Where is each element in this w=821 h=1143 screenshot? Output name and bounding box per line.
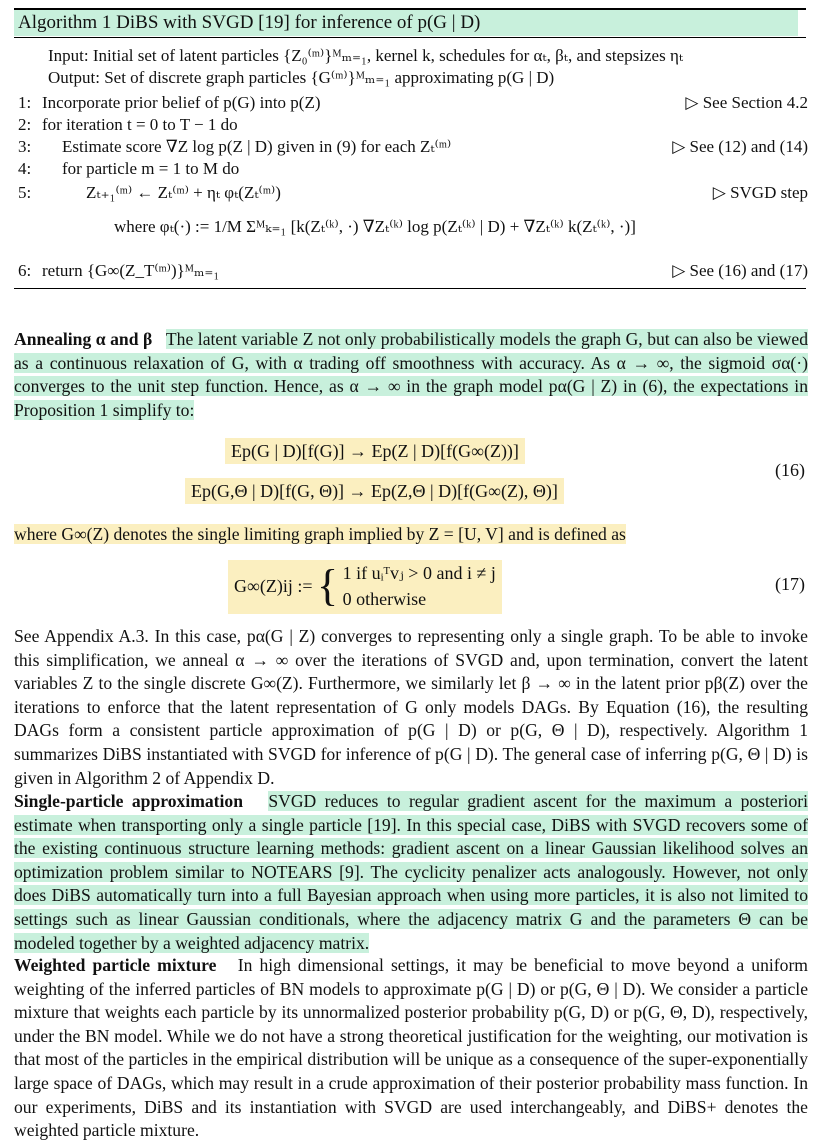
algo-line-number: 3: bbox=[18, 137, 32, 156]
algorithm-title: Algorithm 1 DiBS with SVGD [19] for inference of p(G | D) bbox=[14, 10, 798, 36]
algo-line-number: 2: bbox=[18, 115, 32, 134]
equation-16-line-1: Ep(G | D)[f(G)] → Ep(Z | D)[f(G∞(Z))] bbox=[225, 438, 525, 464]
equation-17-brace: { bbox=[316, 561, 339, 610]
g-infinity-intro: where G∞(Z) denotes the single limiting graph implied by Z = [U, V] and is defined as bbox=[14, 524, 626, 544]
algo-bottom-rule bbox=[14, 288, 806, 289]
algo-line-4 bbox=[18, 158, 808, 180]
algo-line-comment: ▷ SVGD step bbox=[712, 183, 808, 202]
equation-17-number: (17) bbox=[775, 574, 805, 594]
algo-line-number: 4: bbox=[18, 159, 32, 178]
algorithm-output: Output: Set of discrete graph particles {G⁽ᵐ⁾}ᴹₘ₌₁ approximating p(G | D) bbox=[48, 68, 555, 87]
annealing-heading: Annealing α and β bbox=[14, 329, 153, 349]
appendix-paragraph: See Appendix A.3. In this case, pα(G | Z) converges to representing only a single graph. To be able to invoke this simplification, we anneal α → ∞ over the iterations of SVGD and, upon termination, convert the latent variables Z to the single discrete G∞(Z). Furthermore, we similarly let β → ∞ in the latent prior pβ(Z) over the iterations to enforce that the latent representation of G only models DAGs. By Equation (16), the resulting DAGs form a consistent particle approximation of p(G | D) or p(G, Θ | D), respectively. Algorithm 1 summarizes DiBS instantiated with SVGD for inference of p(G | D). The general case of inferring p(G, Θ | D) is given in Algorithm 2 of Appendix D. bbox=[14, 626, 808, 788]
algo-line-text: for particle m = 1 to M do bbox=[62, 159, 240, 178]
equation-16-line-2: Ep(G,Θ | D)[f(G, Θ)] → Ep(Z,Θ | D)[f(G∞(Z), Θ)] bbox=[185, 478, 564, 504]
algorithm-input: Input: Initial set of latent particles {Z₀⁽ᵐ⁾}ᴹₘ₌₁, kernel k, schedules for αₜ, βₜ, and stepsizes ηₜ bbox=[48, 46, 684, 65]
algo-line-1 bbox=[18, 92, 808, 114]
weighted-mixture-heading: Weighted particle mixture bbox=[14, 955, 217, 975]
annealing-paragraph bbox=[14, 328, 808, 422]
algo-line-number: 6: bbox=[18, 261, 32, 280]
single-particle-heading: Single-particle approximation bbox=[14, 791, 244, 811]
equation-17-case-1: 1 if uᵢᵀvⱼ > 0 and i ≠ j bbox=[342, 563, 496, 583]
algo-line-5 bbox=[18, 182, 808, 204]
algo-line-comment: ▷ See (16) and (17) bbox=[672, 261, 808, 280]
equation-17-lhs: G∞(Z)ij := bbox=[234, 576, 313, 596]
equation-16-number: (16) bbox=[775, 460, 805, 480]
annealing-body: The latent variable Z not only probabilistically models the graph G, but can also be viewed as a continuous relaxation of G, with α trading off smoothness with accuracy. As α → ∞, the sigmoid σα(·) converges to the unit step function. Hence, as α → ∞ in the graph model pα(G | Z) in (6), the expectations in Proposition 1 simplify to: bbox=[14, 329, 808, 420]
algo-line-text: Zₜ₊₁⁽ᵐ⁾ ← Zₜ⁽ᵐ⁾ + ηₜ φₜ(Zₜ⁽ᵐ⁾) bbox=[86, 183, 281, 202]
equation-17-case-2: 0 otherwise bbox=[342, 589, 427, 609]
algo-line-3 bbox=[18, 136, 808, 158]
algo-line-text: return {G∞(Z_T⁽ᵐ⁾)}ᴹₘ₌₁ bbox=[42, 261, 220, 280]
algo-line-number: 1: bbox=[18, 93, 32, 112]
weighted-mixture-paragraph bbox=[14, 954, 808, 1143]
algo-line-where bbox=[18, 216, 808, 238]
algo-line-2 bbox=[18, 114, 808, 136]
algo-line-text: for iteration t = 0 to T − 1 do bbox=[42, 115, 238, 134]
algo-line-comment: ▷ See (12) and (14) bbox=[672, 137, 808, 156]
algo-line-text: where φₜ(·) := 1/M Σᴹₖ₌₁ [k(Zₜ⁽ᵏ⁾, ·) ∇Zₜ⁽ᵏ⁾ log p(Zₜ⁽ᵏ⁾ | D) + ∇Zₜ⁽ᵏ⁾ k(Zₜ⁽ᵏ⁾, ·)] bbox=[114, 217, 636, 236]
algo-line-6 bbox=[18, 260, 808, 282]
single-particle-body: SVGD reduces to regular gradient ascent for the maximum a posteriori estimate when transporting only a single particle [19]. In this special case, DiBS with SVGD recovers some of the existing continuous structure learning methods: gradient ascent on a linear Gaussian likelihood solves an optimization problem similar to NOTEARS [9]. The cyclicity penalizer acts analogously. However, not only does DiBS automatically turn into a full Bayesian approach when using more particles, it is also not limited to settings such as linear Gaussian conditionals, where the adjacency matrix G and the parameters Θ can be modeled together by a weighted adjacency matrix. bbox=[14, 791, 808, 953]
algo-line-text: Estimate score ∇Z log p(Z | D) given in (9) for each Zₜ⁽ᵐ⁾ bbox=[62, 137, 452, 156]
algo-line-number: 5: bbox=[18, 183, 32, 202]
algo-title-rule bbox=[14, 37, 806, 38]
algo-line-text: Incorporate prior belief of p(G) into p(Z) bbox=[42, 93, 321, 112]
equation-17 bbox=[228, 560, 502, 614]
weighted-mixture-body: In high dimensional settings, it may be beneficial to move beyond a uniform weighting of the inferred particles of BN models to approximate p(G | D) or p(G, Θ | D). We consider a particle mixture that weights each particle by its unnormalized posterior probability p(G, D) or p(G, Θ, D), respectively, under the BN model. While we do not have a strong theoretical justification for the weighting, our motivation is that most of the particles in the empirical distribution will be unique as a consequence of the super-exponentially large space of DAGs, which may result in a crude approximation of their posterior probability mass function. In our experiments, DiBS and its instantiation with SVGD are used interchangeably, and DiBS+ denotes the weighted particle mixture. bbox=[14, 955, 808, 1141]
algo-line-comment: ▷ See Section 4.2 bbox=[685, 93, 808, 112]
single-particle-paragraph bbox=[14, 790, 808, 955]
